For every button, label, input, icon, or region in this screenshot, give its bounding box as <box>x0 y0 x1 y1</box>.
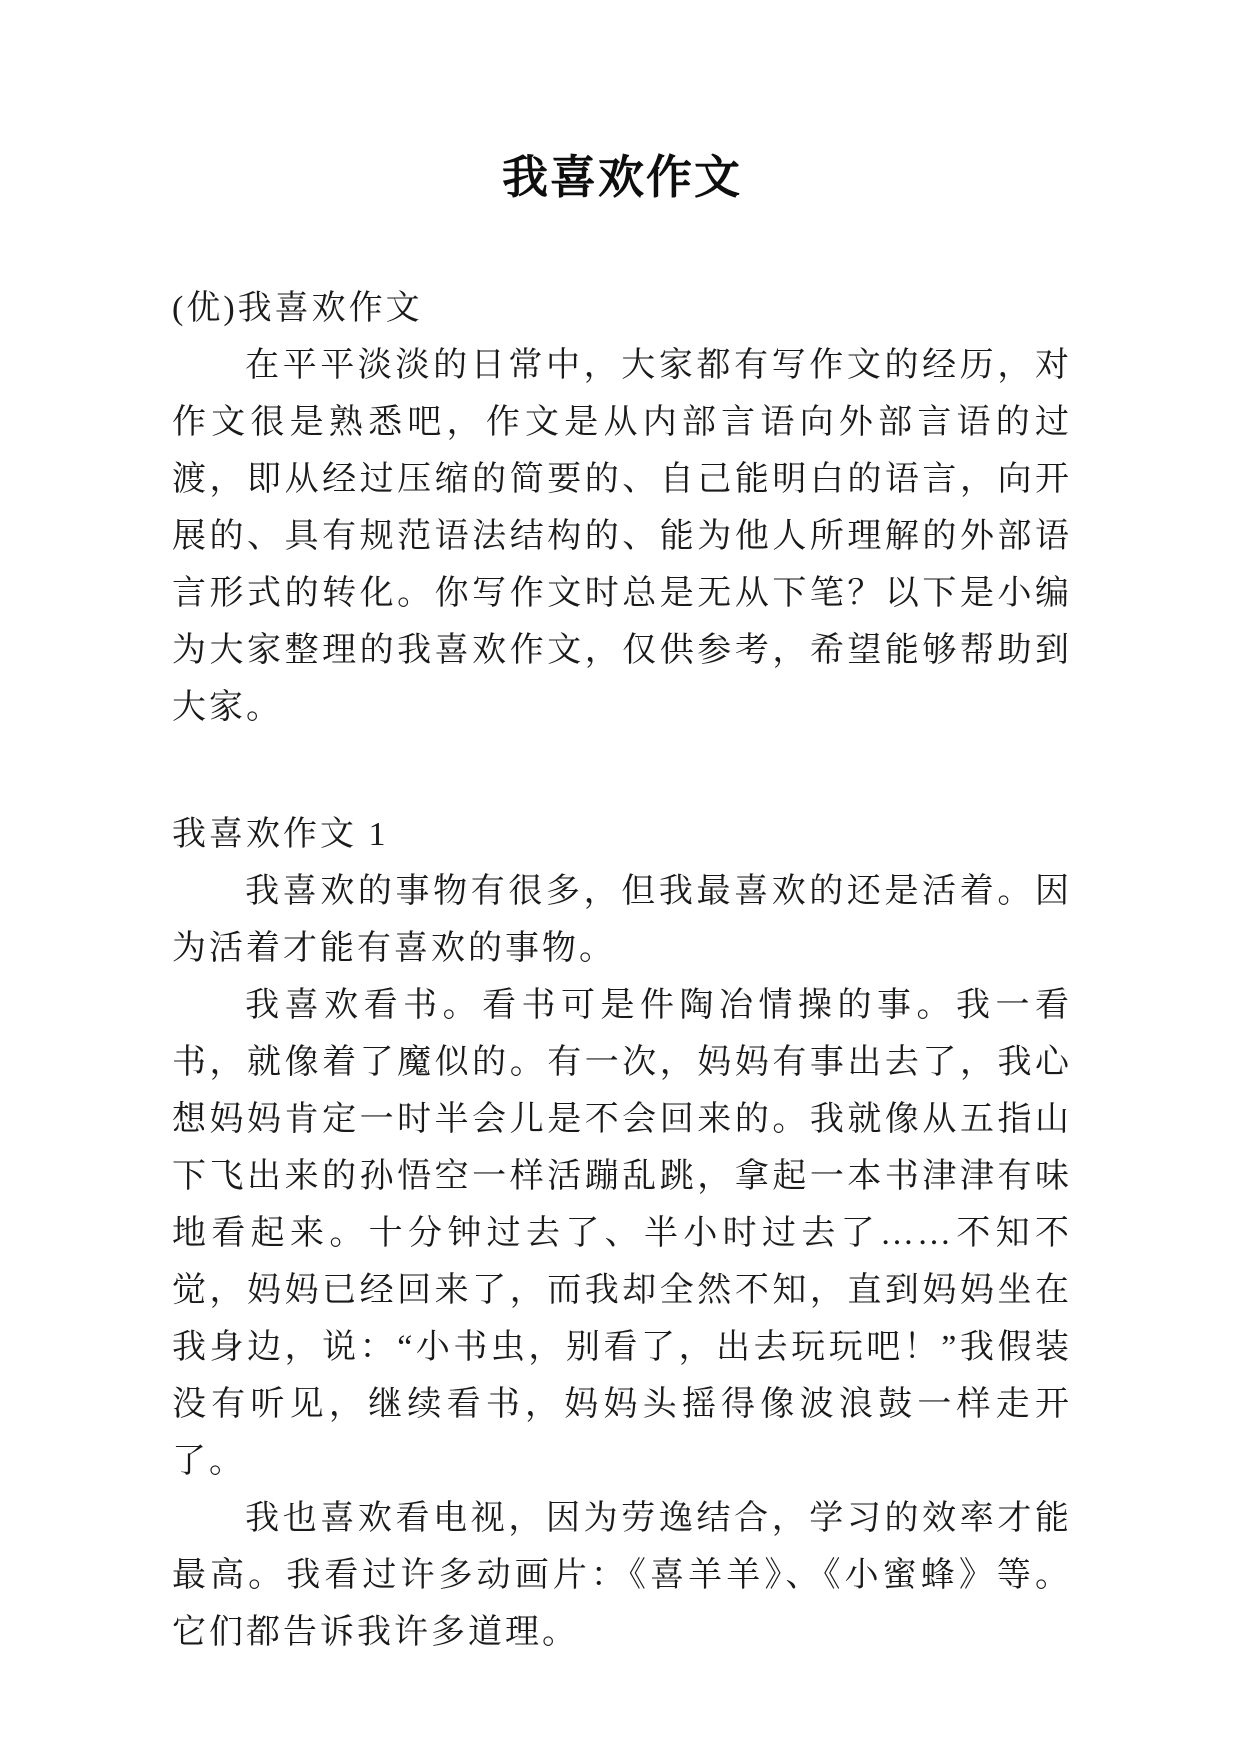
essay-1-paragraph-2: 我喜欢看书。看书可是件陶冶情操的事。我一看书，就像着了魔似的。有一次，妈妈有事出去了，我心想妈妈肯定一时半会儿是不会回来的。我就像从五指山下飞出来的孙悟空一样活蹦乱跳，拿起一本书津津有味地看起来。十分钟过去了、半小时过去了……不知不觉，妈妈已经回来了，而我却全然不知，直到妈妈坐在我身边，说：“小书虫，别看了，出去玩玩吧！”我假装没有听见，继续看书，妈妈头摇得像波浪鼓一样走开了。 <box>172 987 1072 1480</box>
essay-1-paragraph-3: 我也喜欢看电视，因为劳逸结合，学习的效率才能最高。我看过许多动画片：《喜羊羊》、《小蜜蜂》等。它们都告诉我许多道理。 <box>172 1500 1072 1651</box>
essay-1-heading: 我喜欢作文 1 <box>172 816 389 853</box>
intro-paragraph: 在平平淡淡的日常中，大家都有写作文的经历，对作文很是熟悉吧，作文是从内部言语向外部言语的过渡，即从经过压缩的简要的、自己能明白的语言，向开展的、具有规范语法结构的、能为他人所理解的外部语言形式的转化。你写作文时总是无从下笔？以下是小编为大家整理的我喜欢作文，仅供参考，希望能够帮助到大家。 <box>172 347 1072 726</box>
intro-label: (优)我喜欢作文 <box>172 290 423 327</box>
essay-1-paragraph-1: 我喜欢的事物有很多，但我最喜欢的还是活着。因为活着才能有喜欢的事物。 <box>172 873 1072 967</box>
document-body <box>172 280 1072 1661</box>
page-title: 我喜欢作文 <box>502 152 742 203</box>
